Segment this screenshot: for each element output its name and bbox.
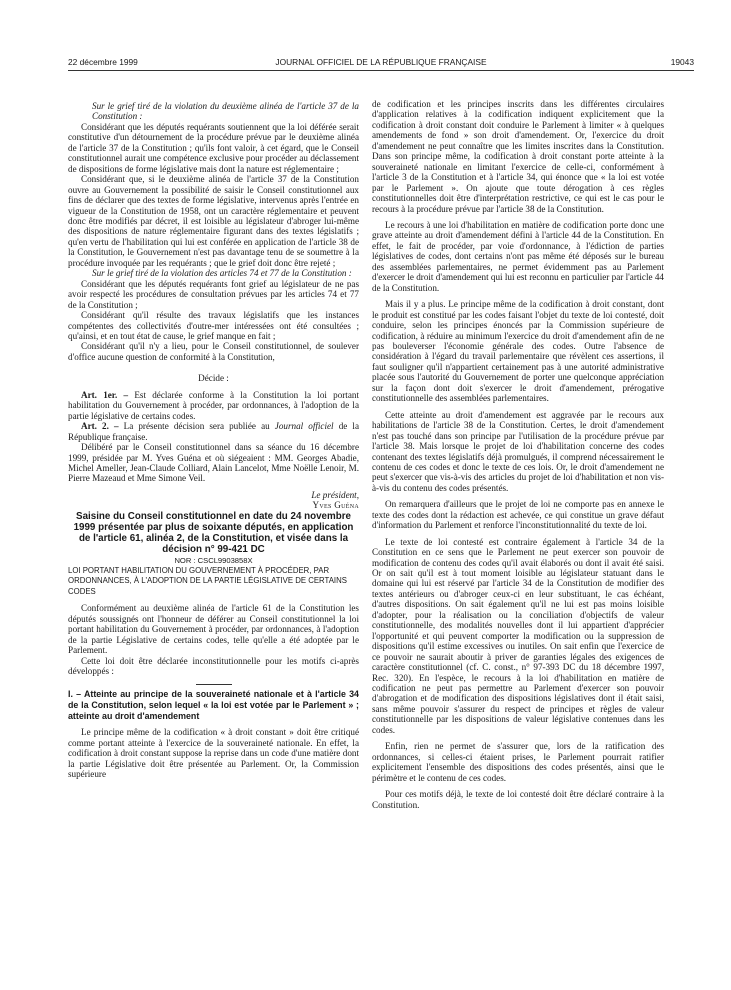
article-1 [68, 390, 359, 421]
paragraph: Le principe même de la codification « à droit constant » doit être critiqué comme portant atteinte à l'exercice de la souveraineté nationale. En effet, la codification à droit constant suppose la reprise dans un code d'une matière dont la partie Législative doit être présentée au Parlement. Or, la Commission supérieure [68, 727, 359, 780]
loi-title: LOI PORTANT HABILITATION DU GOUVERNEMENT À PROCÉDER, PAR ORDONNANCES, À L'ADOPTION DE LA PARTIE LÉGISLATIVE DE CERTAINS CODES [68, 566, 347, 596]
paragraph: Le recours à une loi d'habilitation en matière de codification porte donc une grave atteinte au droit d'amendement défini à l'article 44 de la Constitution. En effet, le fait de procéder, par voie d'ordonnance, à l'édiction de parties législatives de codes, dont certains n'ont pas même été déposés sur le bureau des assemblées parlementaires, ne permet évidemment pas au Parlement d'exercer le droit d'amendement qui lui est reconnu en particulier par l'article 44 de la Constitution. [372, 219, 664, 293]
president-label: Le président, [311, 489, 359, 500]
page-header [68, 57, 694, 69]
header-journal-title: JOURNAL OFFICIEL DE LA RÉPUBLIQUE FRANÇAISE [275, 57, 487, 67]
paragraph: Cette loi doit être déclarée inconstitutionnelle pour les motifs ci-après développés : [68, 655, 359, 676]
article-2-text: La présente décision sera publiée au [123, 421, 270, 432]
paragraph: Considérant qu'il n'y a lieu, pour le Conseil constitutionnel, de soulever d'office aucune question de conformité à la Constitution, [68, 341, 359, 362]
section-separator [196, 684, 232, 685]
paragraph: Considérant que, si le deuxième alinéa de l'article 37 de la Constitution ouvre au Gouvernement la possibilité de saisir le Conseil constitutionnel aux fins de déclarer que des textes de forme législative, intervenus après l'entrée en vigueur de la Constitution de 1958, ont un caractère réglementaire et peuvent donc être modifiés par décret, il est loisible au législateur d'abroger lui-même des dispositions de nature réglementaire figurant dans des textes législatifs ; qu'en vertu de l'habilitation qui lui est conférée en application de l'article 38 de la Constitution, le Gouvernement n'est pas davantage tenu de se soumettre à la procédure invoquée par les requérants ; que le grief doit donc être rejeté ; [68, 174, 359, 268]
section-heading-1: I. – Atteinte au principe de la souveraineté nationale et à l'article 34 de la Constitution, selon lequel « la loi est votée par le Parlement » ; atteinte au droit d'amendement [68, 689, 359, 721]
article-1-label: Art. 1er. – [81, 389, 129, 400]
paragraph: On remarquera d'ailleurs que le projet de loi ne comporte pas en annexe le texte des codes dont la rédaction est achevée, ce qui constitue un grave défaut d'information du Parlement et renforce l'inconstitutionnalité du texte de loi. [372, 499, 664, 531]
header-rule [68, 70, 694, 71]
right-column [372, 99, 664, 810]
paragraph: Conformément au deuxième alinéa de l'article 61 de la Constitution les députés soussignés ont l'honneur de déférer au Conseil constitutionnel la loi portant habilitation du Gouvernement à procéder, par ordonnances, à l'adoption de la partie Législative de certains codes, telle qu'elle a été adoptée par le Parlement. [68, 603, 359, 656]
article-2 [68, 421, 359, 442]
paragraph: Considérant que les députés requérants soutiennent que la loi déférée serait constitutive d'un détournement de la procédure prévue par le deuxième alinéa de l'article 37 de la Constitution ; qu'ils font valoir, à cet égard, que le Conseil constitutionnel aurait une compétence exclusive pour procéder au déclassement de dispositions de forme législative mais dont la nature est réglementaire ; [68, 121, 359, 174]
paragraph: de codification et les principes inscrits dans les différentes circulaires d'application relatives à la codification indiquent explicitement que la codification à droit constant doit conduire le Parlement à limiter « à quelques amendements de fond » son droit d'amendement. Or, l'exercice du droit d'amendement ne peut connaître que les limites inscrites dans la Constitution. Dans son principe même, la codification à droit constant porte atteinte à la souveraineté nationale en limitant l'exercice de celle-ci, conformément à l'article 3 de la Constitution et à l'article 34, qui énonce que « la loi est votée par le Parlement ». On ajoute que toute dérogation à ces règles constitutionnelles doit être d'interprétation restrictive, ce qui est le cas pour le recours à la procédure prévue par l'article 38 de la Constitution. [372, 99, 664, 214]
paragraph: Pour ces motifs déjà, le texte de loi contesté doit être déclaré contraire à la Constitution. [372, 789, 664, 810]
paragraph: Le texte de loi contesté est contraire également à l'article 34 de la Constitution en ce sens que le Parlement ne peut exercer son pouvoir de modification de contenu des codes qu'il avait élaborés ou dont il avait été saisi. Or on sait qu'il est à tout moment loisible au législateur statuant dans le domaine qui lui est réservé par l'article 34 de la Constitution de modifier des textes antérieurs ou d'abroger ceux-ci en leur substituant, le cas échéant, d'autres dispositions. On sait également qu'il ne lui est pas moins loisible d'adopter, pour la réalisation ou la conciliation d'objectifs de valeur constitutionnelle, des modalités nouvelles dont il lui appartient d'apprécier l'opportunité et qui peuvent comporter la modification ou la suppression de dispositions qu'il estime excessives ou inutiles. On sait enfin que l'exercice de ce pouvoir ne saurait aboutir à priver de garanties légales des exigences de caractère constitutionnel (cf. C. const., n° 97-393 DC du 18 décembre 1997, Rec. 320). En l'espèce, le recours à la loi d'habilitation en matière de codification ne peut pas permettre au Parlement d'exercer son pouvoir d'abrogation et de modification des dispositions législatives dont il était saisi, sans même pouvoir s'assurer du respect de principes et règles de valeur constitutionnelle par les dispositions de valeur législative contenues dans les codes. [372, 536, 664, 735]
paragraph: Considérant qu'il résulte des travaux législatifs que les instances compétentes des collectivités d'outre-mer intéressées ont été consultées ; qu'ainsi, et en tout état de cause, le grief manque en fait ; [68, 310, 359, 341]
left-column [68, 101, 359, 779]
article-2-label: Art. 2. – [81, 421, 119, 432]
paragraph: Considérant que les députés requérants font grief au législateur de ne pas avoir respecté les procédures de consultation prévues par les articles 74 et 77 de la Constitution ; [68, 278, 359, 310]
deliberation-paragraph: Délibéré par le Conseil constitutionnel dans sa séance du 16 décembre 1999, présidée par M. Yves Guéna et où siégeaient : MM. Georges Abadie, Michel Ameller, Jean-Claude Colliard, Alain Lancelot, Mme Noëlle Lenoir, M. Pierre Mazeaud et Mme Simone Veil. [68, 442, 359, 484]
grief-heading-articles-74-77: Sur le grief tiré de la violation des articles 74 et 77 de la Constitution : [92, 268, 352, 279]
article-2-text-end: de la République française. [68, 421, 359, 442]
header-date: 22 décembre 1999 [68, 57, 138, 67]
paragraph: Mais il y a plus. Le principe même de la codification à droit constant, dont le produit est constitué par les codes faisant l'objet du texte de loi contesté, doit conduire, selon les principes énoncés par la Commission supérieure de codification, à réduire au minimum l'exercice du droit d'amendement afin de ne pas bouleverser l'économie générale des codes. Outre l'absence de considération à l'égard du travail parlementaire que révèlent ces assertions, il faut souligner qu'il n'appartient certainement pas à une autorité administrative placée sous l'autorité du Gouvernement de porter une quelconque appréciation sur la façon dont doit s'exercer le droit d'amendement, prérogative constitutionnelle des assemblées parlementaires. [372, 299, 664, 404]
saisine-heading: Saisine du Conseil constitutionnel en date du 24 novembre 1999 présentée par plus de soixante députés, en application de l'article 61, alinéa 2, de la Constitution, et visée dans la décision n° 99-421 DC [73, 510, 354, 556]
paragraph: Cette atteinte au droit d'amendement est aggravée par le recours aux habilitations de l'article 38 de la Constitution. Certes, le droit d'amendement n'est pas touché dans son principe par l'utilisation de la procédure prévue par l'article 38. Mais lorsque le projet de loi d'habilitation concerne des codes contenant des textes législatifs déjà promulgués, il comprend nécessairement le contenu de ces codes et donc le texte de ces lois. Or, le droit d'amendement ne peut s'exercer que vis-à-vis des articles du projet de loi d'habilitation et non vis-à-vis du contenu des codes présentés. [372, 409, 664, 493]
journal-officiel-title: Journal officiel [274, 421, 334, 432]
president-name: Yves Guéna [312, 500, 359, 511]
grief-heading-article-37: Sur le grief tiré de la violation du deuxième alinéa de l'article 37 de la Constitution : [92, 101, 359, 122]
paragraph: Enfin, rien ne permet de s'assurer que, lors de la ratification des ordonnances, si celles-ci étaient prises, le Parlement pourrait ratifier explicitement l'ensemble des dispositions des codes présentés, ainsi que le périmètre et le contenu de ces codes. [372, 741, 664, 783]
nor-reference: NOR : CSCL9903858X [174, 555, 253, 565]
header-page-number: 19043 [670, 57, 694, 67]
article-1-text: Est déclarée conforme à la Constitution la loi portant habilitation du Gouvernement à procéder, par ordonnances, à l'adoption de la partie législative de certains codes. [68, 389, 359, 421]
decide-heading: Décide : [198, 373, 229, 384]
